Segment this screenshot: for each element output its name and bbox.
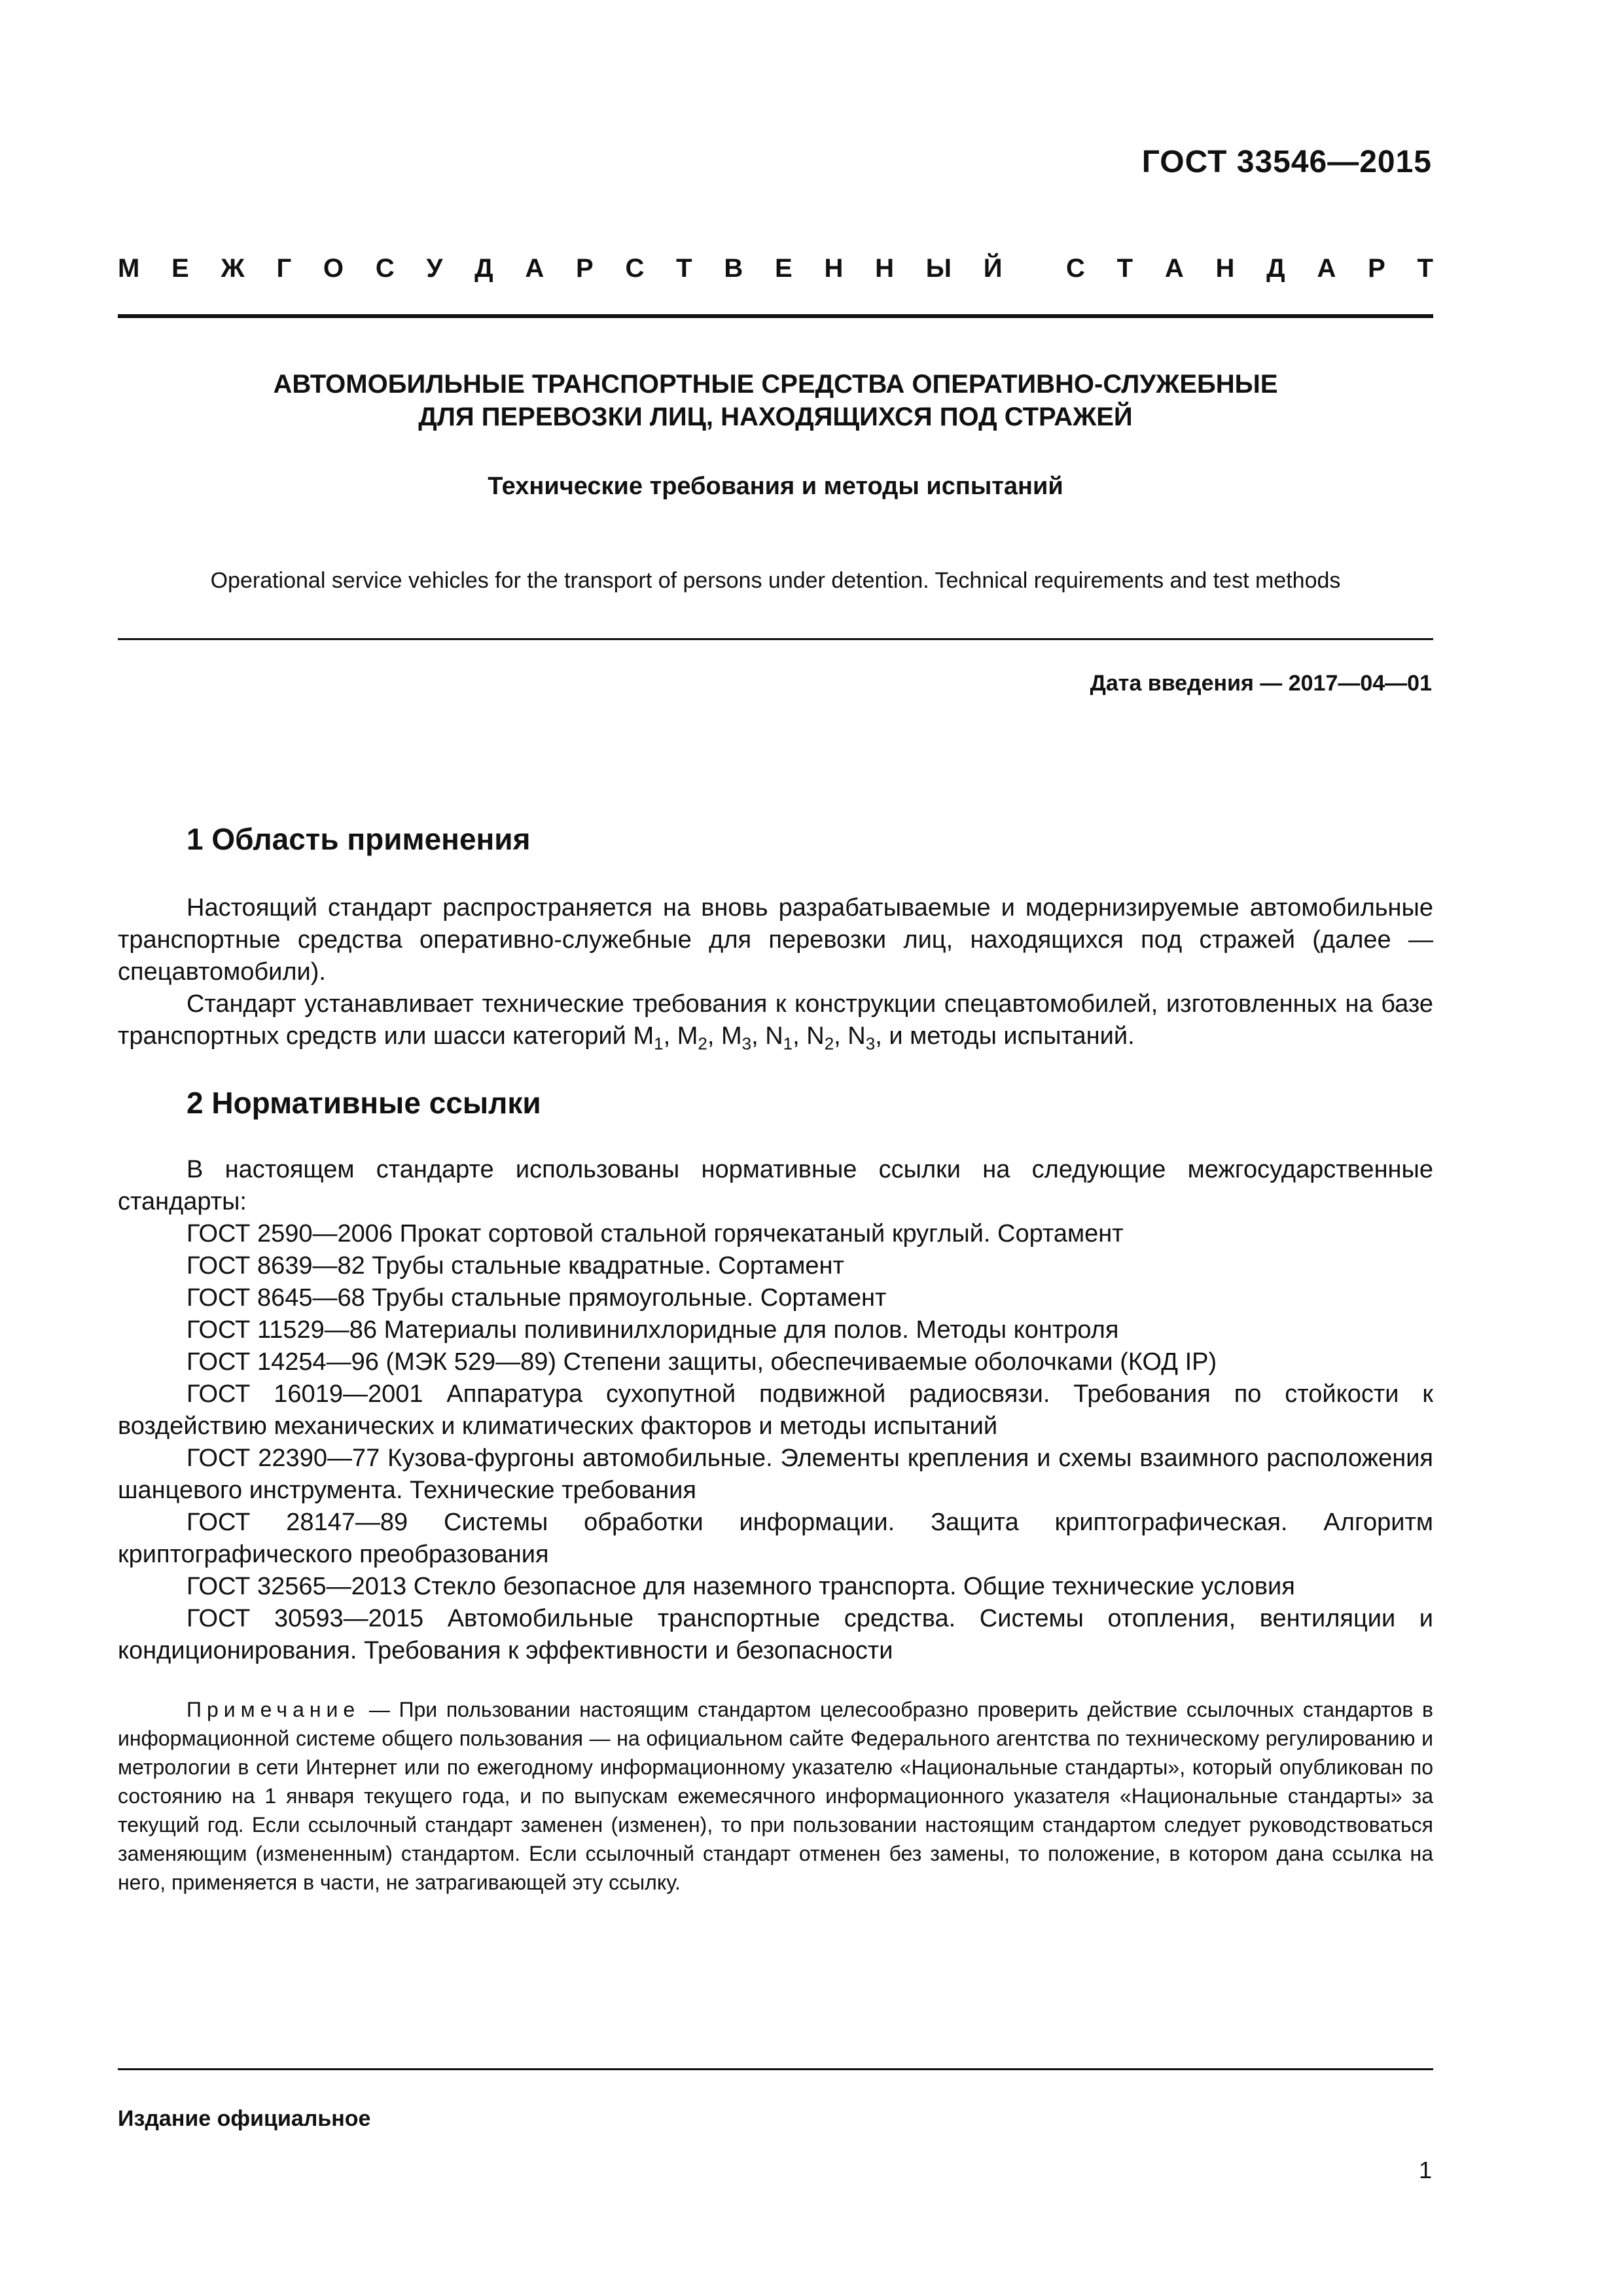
banner-letter: Д [474,254,493,283]
separator: , [663,1022,677,1050]
banner-letter: А [525,254,544,283]
category-subscript: 3 [741,1033,752,1054]
vehicle-category: M [677,1022,698,1050]
reference-item: ГОСТ 22390—77 Кузова-фургоны автомобильные. Элементы крепления и схемы взаимного расположения шанцевого инструмента. Технические требования [118,1444,1433,1504]
section-references-body [118,1154,1433,1667]
reference-item: ГОСТ 8639—82 Трубы стальные квадратные. Сортамент [187,1252,844,1280]
reference-item: ГОСТ 2590—2006 Прокат сортовой стальной горячекатаный круглый. Сортамент [187,1220,1124,1247]
separator: , [751,1022,766,1050]
scope-paragraph-2 [118,988,1433,1052]
category-subscript: 3 [865,1033,876,1054]
banner-letter: Т [676,254,692,283]
banner-letter: С [1066,254,1085,283]
document-subtitle: Технические требования и методы испытаний [488,473,1063,500]
document-title-line1: АВТОМОБИЛЬНЫЕ ТРАНСПОРТНЫЕ СРЕДСТВА ОПЕРАТИВНО-СЛУЖЕБНЫЕ [273,370,1278,399]
banner-letter: С [625,254,645,283]
vehicle-category: N [765,1022,783,1050]
title-divider [118,638,1433,640]
banner-letter: Е [775,254,793,283]
banner-letter: А [1164,254,1184,283]
banner-letter: А [1317,254,1336,283]
banner-letter: М [118,254,140,283]
scope-paragraph-2-start: Стандарт устанавливает технические требования к конструкции спецавтомобилей, изготовленных на базе транспортных средств или шасси категорий [118,990,1433,1050]
reference-item: ГОСТ 8645—68 Трубы стальные прямоугольные. Сортамент [187,1284,887,1312]
vehicle-category: M [633,1022,654,1050]
category-subscript: 1 [654,1033,664,1054]
banner-letter: С [375,254,395,283]
section-heading-references: 2 Нормативные ссылки [187,1086,541,1120]
category-subscript: 1 [783,1033,793,1054]
note-label: Примечание [187,1698,361,1721]
english-title: Operational service vehicles for the transport of persons under detention. Technical requirements and test methods [210,568,1341,593]
banner-letter: У [426,254,443,283]
banner-letter: Ы [925,254,952,283]
header-divider [118,314,1433,318]
vehicle-category: N [806,1022,825,1050]
vehicle-category: N [847,1022,866,1050]
banner-letter: В [724,254,743,283]
banner-letter: Н [824,254,844,283]
standard-code: ГОСТ 33546—2015 [1141,145,1432,179]
scope-paragraph-2-end: , и методы испытаний. [875,1022,1135,1050]
references-note [118,1695,1433,1897]
separator: , [834,1022,848,1050]
banner-letter: Й [983,254,1003,283]
interstate-standard-banner [118,254,1433,283]
references-intro: В настоящем стандарте использованы нормативные ссылки на следующие межгосударственные стандарты: [118,1156,1433,1215]
separator: , [707,1022,721,1050]
banner-letter: Р [576,254,594,283]
banner-letter: Ж [221,254,245,283]
banner-letter: Е [171,254,189,283]
category-subscript: 2 [698,1033,707,1054]
category-subscript: 2 [824,1033,834,1054]
separator: , [793,1022,807,1050]
reference-item: ГОСТ 11529—86 Материалы поливинилхлоридные для полов. Методы контроля [187,1316,1119,1344]
banner-letter: Т [1116,254,1133,283]
note-text: — При пользовании настоящим стандартом целесообразно проверить действие ссылочных стандартов в информационной системе общего пользования — на официальном сайте Федерального агентства по техническому регулированию и метрологии в сети Интернет или по ежегодному информационному указателю «Национальные стандарты», который опубликован по состоянию на 1 января текущего года, и по выпускам ежемесячного информационного указателя «Национальные стандарты» за текущий год. Если ссылочный стандарт заменен (изменен), то при пользовании настоящим стандартом следует руководствоваться заменяющим (измененным) стандартом. Если ссылочный стандарт отменен без замены, то положение, в котором дана ссылка на него, применяется в части, не затрагивающей эту ссылку. [118,1698,1433,1894]
reference-item: ГОСТ 28147—89 Системы обработки информации. Защита криптографическая. Алгоритм криптографического преобразования [118,1509,1433,1568]
scope-paragraph-1: Настоящий стандарт распространяется на вновь разрабатываемые и модернизируемые автомобильные транспортные средства оперативно-служебные для перевозки лиц, находящихся под стражей (далее — спецавтомобили). [118,894,1433,986]
banner-letter: Д [1266,254,1285,283]
vehicle-category: M [721,1022,742,1050]
banner-letter: Н [875,254,895,283]
official-edition-label: Издание официальное [118,2106,371,2131]
introduction-date: Дата введения — 2017—04—01 [1090,671,1432,696]
reference-item: ГОСТ 14254—96 (МЭК 529—89) Степени защиты, обеспечиваемые оболочками (КОД IP) [187,1348,1217,1376]
section-heading-scope: 1 Область применения [187,822,531,856]
banner-letter: Т [1417,254,1433,283]
footer-divider [118,2068,1433,2070]
banner-letter: Г [276,254,292,283]
document-title-line2: ДЛЯ ПЕРЕВОЗКИ ЛИЦ, НАХОДЯЩИХСЯ ПОД СТРАЖЕЙ [418,403,1133,431]
banner-letter: Н [1215,254,1235,283]
reference-item: ГОСТ 16019—2001 Аппаратура сухопутной подвижной радиосвязи. Требования по стойкости к воздействию механических и климатических факторов и методы испытаний [118,1380,1433,1440]
section-scope-body [118,892,1433,1052]
reference-item: ГОСТ 32565—2013 Стекло безопасное для наземного транспорта. Общие технические условия [187,1573,1295,1600]
banner-letter: О [323,254,344,283]
banner-letter: Р [1368,254,1385,283]
page-number: 1 [1418,2157,1432,2183]
reference-item: ГОСТ 30593—2015 Автомобильные транспортные средства. Системы отопления, вентиляции и кондиционирования. Требования к эффективности и безопасности [118,1605,1433,1664]
